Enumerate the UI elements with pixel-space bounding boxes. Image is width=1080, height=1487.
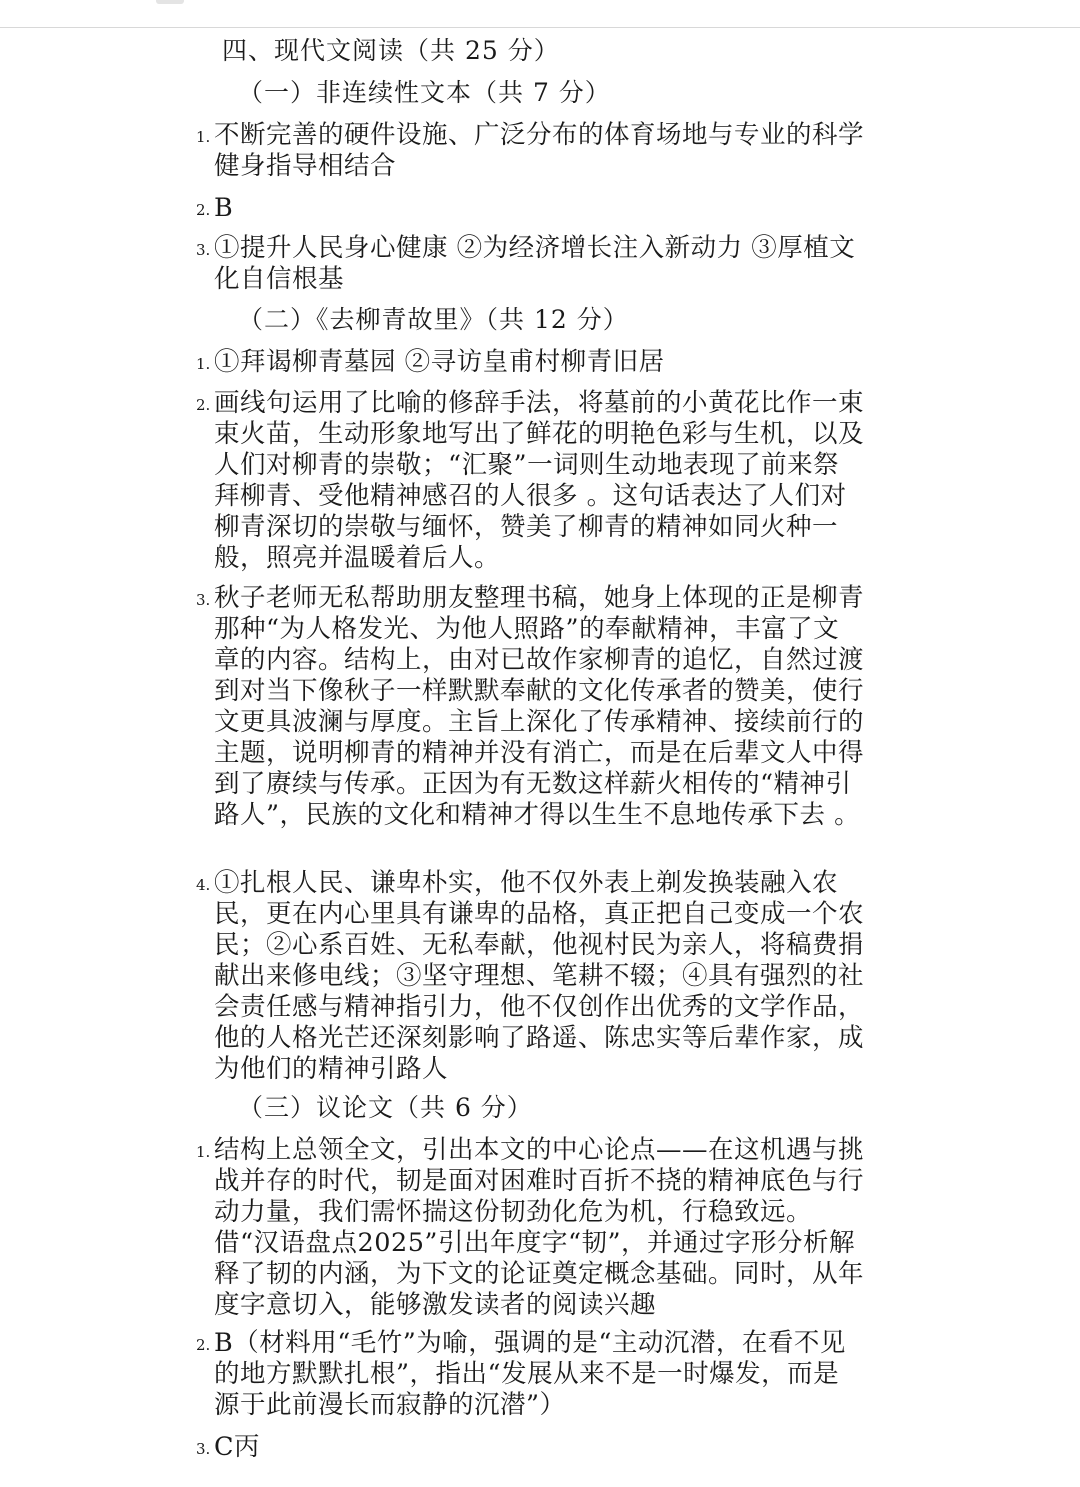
answer-text: 结构上总领全文，引出本文的中心论点——在这机遇与挑战并存的时代，韧是面对困难时百折不挠的精神底色与行动力量，我们需怀揣这份韧劲化危为机，行稳致远。借“汉语盘点2025”引出年度字“韧”，并通过字形分析解释了韧的内涵，为下文的论证奠定概念基础。同时，从年度字意切入，能够激发读者的阅读兴趣 (214, 1135, 865, 1320)
part-3-answer-2 (196, 1328, 876, 1421)
answer-text: 不断完善的硬件设施、广泛分布的体育场地与专业的科学健身指导相结合 (214, 120, 865, 181)
section-title: 四、现代文阅读（共 25 分） (222, 36, 560, 65)
part-3-answer-3 (196, 1432, 876, 1465)
answer-number: 1. (196, 128, 211, 146)
answer-number: 3. (196, 591, 211, 609)
answer-number: 2. (196, 1336, 211, 1354)
answer-text: 秋子老师无私帮助朋友整理书稿，她身上体现的正是柳青那种“为人格发光、为他人照路”的奉献精神，丰富了文章的内容。结构上，由对已故作家柳青的追忆，自然过渡到对当下像秋子一样默默奉献的文化传承者的赞美，使行文更具波澜与厚度。主旨上深化了传承精神、接续前行的主题，说明柳青的精神并没有消亡，而是在后辈文人中得到了赓续与传承。正因为有无数这样薪火相传的“精神引路人”，民族的文化和精神才得以生生不息地传承下去 。 (214, 583, 865, 830)
part-1-answer-2 (196, 193, 876, 226)
part-2-answer-3 (196, 583, 876, 831)
answer-text: 画线句运用了比喻的修辞手法，将墓前的小黄花比作一束束火苗，生动形象地写出了鲜花的明艳色彩与生机，以及人们对柳青的崇敬；“汇聚”一词则生动地表现了前来祭拜柳青、受他精神感召的人很多 。这句话表达了人们对柳青深切的崇敬与缅怀，赞美了柳青的精神如同火种一般，照亮并温暖着后人。 (214, 388, 865, 573)
answer-number: 3. (196, 1440, 211, 1458)
answer-text: C丙 (214, 1432, 261, 1462)
part-1-answer-3 (196, 233, 876, 295)
answer-text: ①提升人民身心健康 ②为经济增长注入新动力 ③厚植文化自信根基 (214, 233, 856, 294)
answer-number: 2. (196, 201, 211, 219)
part-1-answer-1 (196, 120, 876, 182)
answer-text: B（材料用“毛竹”为喻，强调的是“主动沉潜，在看不见的地方默默扎根”，指出“发展从来不是一时爆发，而是源于此前漫长而寂静的沉潜”） (214, 1328, 846, 1420)
answer-number: 4. (196, 876, 211, 894)
answer-number: 1. (196, 355, 211, 373)
part-3-answer-1 (196, 1135, 876, 1321)
part-1-title: （一）非连续性文本（共 7 分） (238, 78, 611, 107)
part-2-answer-2 (196, 388, 876, 574)
part-2-answer-1 (196, 347, 876, 380)
answer-number: 1. (196, 1143, 211, 1161)
answer-text: ①拜谒柳青墓园 ②寻访皇甫村柳青旧居 (214, 347, 665, 377)
part-2-title: （二）《去柳青故里》（共 12 分） (238, 305, 629, 334)
answer-number: 2. (196, 396, 211, 414)
answer-text: ①扎根人民、谦卑朴实，他不仅外表上剃发换装融入农民，更在内心里具有谦卑的品格，真正把自己变成一个农民；②心系百姓、无私奉献，他视村民为亲人，将稿费捐献出来修电线；③坚守理想、笔耕不辍；④具有强烈的社会责任感与精神指引力，他不仅创作出优秀的文学作品，他的人格光芒还深刻影响了路遥、陈忠实等后辈作家，成为他们的精神引路人 (214, 868, 865, 1084)
part-3-title: （三）议论文（共 6 分） (238, 1093, 533, 1122)
answer-text: B (214, 193, 234, 223)
part-2-answer-4 (196, 868, 876, 1085)
answer-number: 3. (196, 241, 211, 259)
